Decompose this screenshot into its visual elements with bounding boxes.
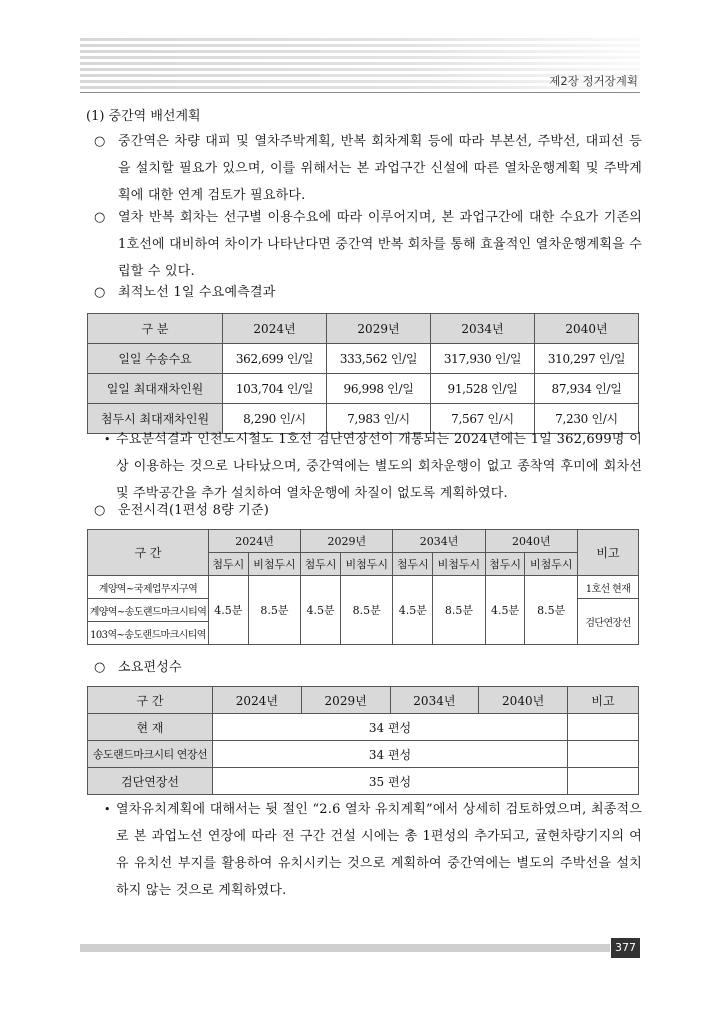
table-header: 비고 xyxy=(578,530,639,576)
note-cell xyxy=(568,714,639,741)
row-label: 첨두시 최대재차인원 xyxy=(88,404,223,434)
table-row xyxy=(88,576,639,599)
table-header: 2029년 xyxy=(327,314,431,344)
table-header: 구 간 xyxy=(88,530,209,576)
bullet-text: 수요분석결과 인천도시철도 1호선 검단연장선이 개통되는 2024년에는 1일 362,699명 이상 이용하는 것으로 나타났으며, 중간역에는 별도의 회차운행이 없고 종착역 후미에 회차선 및 주박공간을 추가 설치하여 열차운행에 차질이 없도록 계획하였다. xyxy=(116,432,642,501)
table-cell: 7,567 인/시 xyxy=(431,404,535,434)
note-cell xyxy=(568,741,639,768)
table-header-row xyxy=(88,314,639,344)
table-subheader: 첨두시 xyxy=(301,553,341,576)
note-cell: 검단연장선 xyxy=(578,599,639,645)
table-subheader: 첨두시 xyxy=(393,553,433,576)
table-header: 구 분 xyxy=(88,314,223,344)
table-header: 2034년 xyxy=(390,687,479,714)
dot-bullet-icon: • xyxy=(104,433,111,446)
row-label: 현 재 xyxy=(88,714,213,741)
table-cell: 34 편성 xyxy=(213,714,568,741)
trainset-table xyxy=(87,686,639,795)
table-cell: 7,230 인/시 xyxy=(535,404,639,434)
table-subheader: 비첨두시 xyxy=(433,553,486,576)
table-header: 2024년 xyxy=(213,687,302,714)
circle-bullet-icon: ○ xyxy=(94,503,106,518)
row-label: 103역~송도랜드마크시티역 xyxy=(88,622,209,645)
paragraph-text: 운전시격(1편성 8량 기준) xyxy=(118,503,269,518)
header-rule xyxy=(80,92,640,93)
table-cell: 8.5분 xyxy=(525,576,578,645)
paragraph-text: 최적노선 1일 수요예측결과 xyxy=(118,285,276,300)
table-cell: 8,290 인/시 xyxy=(223,404,327,434)
table-subheader: 비첨두시 xyxy=(340,553,393,576)
table-header: 2040년 xyxy=(535,314,639,344)
row-label: 송도랜드마크시티 연장선 xyxy=(88,741,213,768)
table-subheader: 비첨두시 xyxy=(525,553,578,576)
table-cell: 362,699 인/일 xyxy=(223,344,327,374)
paragraph-text: 소요편성수 xyxy=(118,660,182,675)
section-title: (1) 중간역 배선계획 xyxy=(86,109,201,124)
note-cell: 1호선 현재 xyxy=(578,576,639,599)
table-header: 비고 xyxy=(568,687,639,714)
table-cell: 4.5분 xyxy=(393,576,433,645)
table-subheader: 비첨두시 xyxy=(248,553,301,576)
table-cell: 310,297 인/일 xyxy=(535,344,639,374)
paragraph-4 xyxy=(94,497,642,524)
table-cell: 8.5분 xyxy=(340,576,393,645)
table-header: 2040년 xyxy=(479,687,568,714)
paragraph-1 xyxy=(94,128,642,209)
paragraph-text: 열차 반복 회차는 선구별 이용수요에 따라 이루어지며, 본 과업구간에 대한 수요가 기존의 1호선에 대비하여 차이가 나타난다면 중간역 반복 회차를 통해 효율적인 열차운행계획을 수립할 수 있다. xyxy=(118,210,642,279)
table-cell: 8.5분 xyxy=(248,576,301,645)
table-header-row xyxy=(88,530,639,553)
table-cell: 96,998 인/일 xyxy=(327,374,431,404)
footer-bar xyxy=(80,944,610,952)
headway-table xyxy=(87,529,639,645)
table-header: 2034년 xyxy=(393,530,485,553)
paragraph-3 xyxy=(94,279,642,306)
table-cell: 87,934 인/일 xyxy=(535,374,639,404)
table-row xyxy=(88,768,639,795)
paragraph-2 xyxy=(94,204,642,285)
row-label: 일일 수송수요 xyxy=(88,344,223,374)
table-row xyxy=(88,714,639,741)
table-header: 2024년 xyxy=(209,530,301,553)
circle-bullet-icon: ○ xyxy=(94,210,106,225)
table-header: 2040년 xyxy=(485,530,577,553)
table-cell: 7,983 인/시 xyxy=(327,404,431,434)
table-header: 2024년 xyxy=(223,314,327,344)
table-cell: 4.5분 xyxy=(209,576,249,645)
table-cell: 8.5분 xyxy=(433,576,486,645)
circle-bullet-icon: ○ xyxy=(94,134,106,149)
table-header: 2029년 xyxy=(301,687,390,714)
row-label: 일일 최대재차인원 xyxy=(88,374,223,404)
table-subheader: 첨두시 xyxy=(485,553,525,576)
demand-forecast-table xyxy=(87,313,639,434)
note-cell xyxy=(568,768,639,795)
bullet-note-1 xyxy=(104,426,642,507)
table-row xyxy=(88,374,639,404)
chapter-title: 제2장 정거장계획 xyxy=(549,74,638,88)
table-subheader: 첨두시 xyxy=(209,553,249,576)
table-row xyxy=(88,741,639,768)
table-cell: 103,704 인/일 xyxy=(223,374,327,404)
row-label: 계양역~송도랜드마크시티역 xyxy=(88,599,209,622)
circle-bullet-icon: ○ xyxy=(94,660,106,675)
circle-bullet-icon: ○ xyxy=(94,285,106,300)
table-cell: 35 편성 xyxy=(213,768,568,795)
table-cell: 317,930 인/일 xyxy=(431,344,535,374)
table-header-row xyxy=(88,687,639,714)
row-label: 검단연장선 xyxy=(88,768,213,795)
row-label: 계양역~국제업무지구역 xyxy=(88,576,209,599)
table-row xyxy=(88,344,639,374)
table-header: 구 간 xyxy=(88,687,213,714)
table-cell: 4.5분 xyxy=(301,576,341,645)
table-cell: 4.5분 xyxy=(485,576,525,645)
table-header: 2034년 xyxy=(431,314,535,344)
page-number: 377 xyxy=(611,938,640,958)
table-cell: 34 편성 xyxy=(213,741,568,768)
table-cell: 333,562 인/일 xyxy=(327,344,431,374)
paragraph-5 xyxy=(94,654,642,681)
table-header: 2029년 xyxy=(301,530,393,553)
paragraph-text: 중간역은 차량 대피 및 열차주박계획, 반복 회차계획 등에 따라 부본선, 주박선, 대피선 등을 설치할 필요가 있으며, 이를 위해서는 본 과업구간 신설에 따른 열차운행계획 및 주박계획에 대한 연계 검토가 필요하다. xyxy=(118,134,642,203)
table-cell: 91,528 인/일 xyxy=(431,374,535,404)
dot-bullet-icon: • xyxy=(104,803,111,816)
bullet-note-2 xyxy=(104,796,642,904)
bullet-text: 열차유치계획에 대해서는 뒷 절인 “2.6 열차 유치계획”에서 상세히 검토하였으며, 최종적으로 본 과업노선 연장에 따라 전 구간 건설 시에는 총 1편성의 추가되고, 귤현차량기지의 여유 유치선 부지를 활용하여 유치시키는 것으로 계획하여 중간역에는 별도의 주박선을 설치하지 않는 것으로 계획하였다. xyxy=(116,802,642,898)
